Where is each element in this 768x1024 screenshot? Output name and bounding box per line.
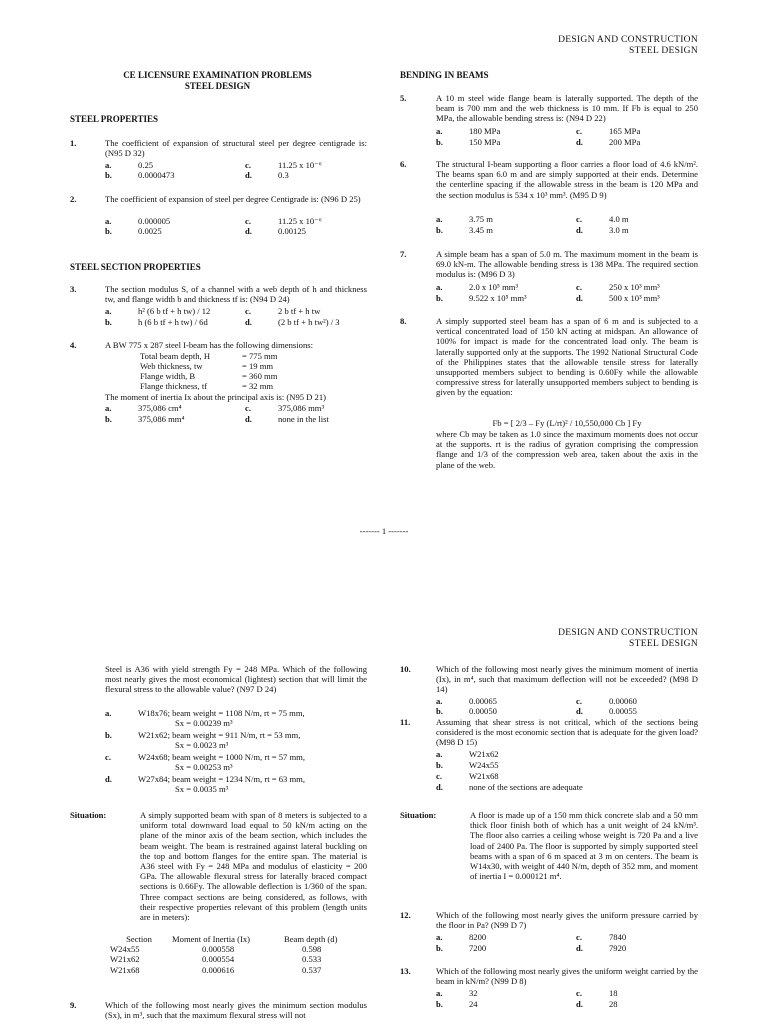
page-footer: ------- 1 ------- <box>359 526 409 536</box>
question-text: Which of the following most nearly gives the minimum section modulus (Sx), in m³, such that the maximum flexural stress will not <box>105 1000 367 1021</box>
question-number: 6. <box>400 159 407 169</box>
table-header-cell: Beam depth (d) <box>284 934 338 944</box>
header-line-1: DESIGN AND CONSTRUCTION <box>558 35 698 45</box>
question-number: 4. <box>70 340 77 350</box>
table-row <box>110 965 341 975</box>
table-header-cell: Moment of Inertia (Ix) <box>172 934 251 944</box>
question-text: Which of the following most nearly gives the minimum moment of inertia (Ix), in m⁴, such that maximum deflection will not be exceeded? (M98 D 14) <box>436 664 698 695</box>
question-text: The coefficient of expansion of steel per degree Centigrade is: (N96 D 25) <box>105 194 361 204</box>
table-cell: 0.000554 <box>202 954 235 965</box>
option-b-detail: Sx = 0.0023 m³ <box>175 740 229 750</box>
question-text: The structural I-beam supporting a floor carries a floor load of 4.6 kN/m². The beams span 6.0 m and are simply supported at their ends. Determine the centerline spacing if the allowable stress in the beam is 120 MPa and the section modulus is 534 x 10³ mm³. (M95 D 9) <box>436 159 698 200</box>
question-number: 10. <box>400 664 411 674</box>
section-heading-steel-properties: STEEL PROPERTIES <box>70 114 158 124</box>
question-number: 7. <box>400 249 407 259</box>
header-line-2: STEEL DESIGN <box>629 639 698 649</box>
question-text: Steel is A36 with yield strength Fy = 248 MPa. Which of the following most nearly gives the most economical (lightest) section that will limit the flexural stress to the allowable value? (N97 D 24) <box>105 664 367 695</box>
question-number: 5. <box>400 93 407 103</box>
table-header-row <box>110 934 341 944</box>
option-d-detail: Sx = 0.0035 m³ <box>175 784 229 794</box>
question-text: Which of the following most nearly gives the uniform weight carried by the beam in kN/m? (N99 D 8) <box>436 966 698 987</box>
question-text: Which of the following most nearly gives the uniform pressure carried by the floor in Pa? (N99 D 7) <box>436 910 698 931</box>
page-1: DESIGN AND CONSTRUCTION STEEL DESIGN CE LICENSURE EXAMINATION PROBLEMS STEEL DESIGN STEEL PROPERTIES 1. The coefficient of expansion of structural steel per degree centigrade is: (N95 D 32) a. 0.25 b. 0.0000473 c. 11.25 x 10⁻⁶ d. 0.3 2. The coefficient of expansion of steel per degree Centigrade is: (N96 D 25) a. 0.000005 b. 0.0025 c. 11.25 x 10⁻⁶ d. 0.00125 STEEL SECTION PROPERTIES 3. The section modulus S, of a channel with a web depth of h and thickness tw, and flange width b and thickness tf is: (N94 D 24) a. h² (6 b tf + h tw) / 12 b. h (6 b tf + h tw) / 6d c. 2 b tf + h tw d. (2 b tf + h tw²) / 3 4. A BW 775 x 287 steel I-beam has the following dimensions: Total beam depth, H = 775 mm Web thickness, tw = 19 mm Flange width, B = 360 mm Flange thickness, tf = 32 mm The moment of inertia Ix about the principal axis is: (N95 D 21) a. 375,086 cm⁴ b. 375,086 mm⁴ c. 375,086 mm³ d. none in the list BENDING IN BEAMS 5. A 10 m steel wide flange beam is laterally supported. The depth of the beam is 700 mm and the web thickness is 10 mm. If Fb is equal to 250 MPa, the allowable bending stress is: (N94 D 22) a. 180 MPa b. 150 MPa c. 165 MPa d. 200 MPa 6. The structural I-beam supporting a floor carries a floor load of 4.6 kN/m². The beams span 6.0 m and are simply supported at their ends. Determine the centerline spacing if the allowable stress in the beam is 120 MPa and the section modulus is 534 x 10³ mm³. (M95 D 9) a. 3.75 m b. 3.45 m c. 4.0 m d. 3.0 m 7. A simple beam has a span of 5.0 m. The maximum moment in the beam is 69.0 kN-m. The allowable bending stress is 138 MPa. The required section modulus is: (M96 D 3) a. 2.0 x 10⁵ mm³ b. 9.522 x 10⁵ mm³ c. 250 x 10³ mm³ d. 500 x 10³ mm³ 8. A simply supported steel beam has a span of 6 m and is subjected to a vertical concentrated load of 150 kN acting at midspan. An allowance of 100% for impact is made for the concentrated load only. The beam is laterally supported only at the supports. The 1992 National Structural Code of the Philippines states that the allowable tensile stress for laterally unsupported members subject to bending is 0.60Fy while the allowable compressive stress for laterally unsupported members subject to bending is given by the equation: Fb = [ 2/3 – Fy (L/rt)² / 10,550,000 Cb ] Fy where Cb may be taken as 1.0 since the maximum moments does not occur at the supports. rt is the radius of gyration comprising the compression flange and 1/3 of the compression web area, taken about the axis in the plane of the web. ------- 1 ------- <box>0 0 768 512</box>
question-text: Assuming that shear stress is not critical, which of the sections being considered is the most economic section that is adequate for the given load? (M98 D 15) <box>436 717 698 748</box>
header-line-1: DESIGN AND CONSTRUCTION <box>558 628 698 638</box>
table-cell: W24x55 <box>110 944 140 955</box>
situation-label: Situation: <box>400 810 437 820</box>
question-number: 1. <box>70 138 77 148</box>
table-cell: 0.533 <box>302 954 322 965</box>
question-text: A BW 775 x 287 steel I-beam has the following dimensions: <box>105 340 313 350</box>
bending-formula: Fb = [ 2/3 – Fy (L/rt)² / 10,550,000 Cb ] Fy <box>492 418 642 428</box>
situation-text: A floor is made up of a 150 mm thick concrete slab and a 50 mm thick floor finish both of which has a unit weight of 24 kN/m³. The floor also carries a ceiling whose weight is 720 Pa and a live load of 2400 Pa. The floor is supported by simply supported steel beams with a span of 6 m spaced at 3 m on centers. The beam is W14x30, with weight of 440 N/m, depth of 352 mm, and moment of inertia I = 0.000121 m⁴. <box>470 810 698 882</box>
question-number: 13. <box>400 966 411 976</box>
header-line-2: STEEL DESIGN <box>629 46 698 56</box>
question-number: 9. <box>70 1000 77 1010</box>
page-2: DESIGN AND CONSTRUCTION STEEL DESIGN Steel is A36 with yield strength Fy = 248 MPa. Which of the following most nearly gives the most economical (lightest) section that will limit the flexural stress to the allowable value? (N97 D 24) a. W18x76; beam weight = 1108 N/m, rt = 75 mm, Sx = 0.00239 m³ b. W21x62; beam weight = 911 N/m, rt = 53 mm, Sx = 0.0023 m³ c. W24x68; beam weight = 1000 N/m, rt = 57 mm, Sx = 0.00253 m³ d. W27x84; beam weight = 1234 N/m, rt = 63 mm, Sx = 0.0035 m³ Situation: A simply supported beam with span of 8 meters is subjected to a uniform total downward load equal to 50 kN/m acting on the plane of the minor axis of the beam section, which includes the beam weight. The beam is restrained against lateral buckling on the top and bottom flanges for the entire span. The material is A36 steel with Fy = 248 MPa and modulus of elasticity = 200 GPa. The allowable flexural stress for laterally braced compact sections is 0.66Fy. The allowable deflection is 1/360 of the span. Three compact sections are being considered, as follows, with their respective properties relevant of this problem (length units are in meters): Section Moment of Inertia (Ix) Beam depth (d) W24x55 0.000558 0.598 W21x62 0.000554 0.533 W21x68 0.000616 0.537 9. Which of the following most nearly gives the minimum section modulus (Sx), in m³, such that the maximum flexural stress will not 10. Which of the following most nearly gives the minimum moment of inertia (Ix), in m⁴, such that maximum deflection will not be exceeded? (M98 D 14) a. 0.00065 b. 0.00050 c. 0.00060 d. 0.00055 11. Assuming that shear stress is not critical, which of the sections being considered is the most economic section that is adequate for the given load? (M98 D 15) a. W21x62 b. W24x55 c. W21x68 d. none of the sections are adequate Situation: A floor is made up of a 150 mm thick concrete slab and a 50 mm thick floor finish both of which has a unit weight of 24 kN/m³. The floor also carries a ceiling whose weight is 720 Pa and a live load of 2400 Pa. The floor is supported by simply supported steel beams with a span of 6 m spaced at 3 m on centers. The beam is W14x30, with weight of 440 N/m, depth of 352 mm, and moment of inertia I = 0.000121 m⁴. 12. Which of the following most nearly gives the uniform pressure carried by the floor in Pa? (N99 D 7) a. 8200 b. 7200 c. 7840 d. 7920 13. Which of the following most nearly gives the uniform weight carried by the beam in kN/m? (N99 D 8) a. 32 b. 24 c. 18 d. 28 <box>0 580 768 1024</box>
question-number: 12. <box>400 910 411 920</box>
table-row <box>110 954 341 964</box>
page-header <box>558 35 698 57</box>
question-text-2: The moment of inertia Ix about the principal axis is: (N95 D 21) <box>105 392 326 402</box>
dimension-row: Total beam depth, H = 775 mm <box>140 351 278 361</box>
dimension-row: Web thickness, tw = 19 mm <box>140 361 274 371</box>
section-properties-table <box>110 934 341 975</box>
question-text: A 10 m steel wide flange beam is laterally supported. The depth of the beam is 700 mm and the web thickness is 10 mm. If Fb is equal to 250 MPa, the allowable bending stress is: (N94 D 22) <box>436 93 698 124</box>
table-cell: 0.000616 <box>202 964 235 975</box>
table-row <box>110 944 341 954</box>
question-number: 3. <box>70 284 77 294</box>
table-cell: 0.537 <box>302 964 322 975</box>
title-line-1: CE LICENSURE EXAMINATION PROBLEMS <box>123 70 312 80</box>
situation-text: A simply supported beam with span of 8 meters is subjected to a uniform total downward load equal to 50 kN/m acting on the plane of the minor axis of the beam section, which includes the beam weight. The beam is restrained against lateral buckling on the top and bottom flanges for the entire span. The material is A36 steel with Fy = 248 MPa and modulus of elasticity = 200 GPa. The allowable flexural stress for laterally braced compact sections is 0.66Fy. The allowable deflection is 1/360 of the span. Three compact sections are being considered, as follows, with their respective properties relevant of this problem (length units are in meters): <box>140 810 367 923</box>
question-text: The section modulus S, of a channel with a web depth of h and thickness tw, and flange width b and thickness tf is: (N94 D 24) <box>105 284 367 305</box>
table-cell: 0.000558 <box>202 944 235 955</box>
question-text: The coefficient of expansion of structural steel per degree centigrade is: (N95 D 32) <box>105 138 367 159</box>
question-text-2: where Cb may be taken as 1.0 since the maximum moments does not occur at the supports. rt is the radius of gyration comprising the compression flange and 1/3 of the compression web area, taken about the axis in the plane of the web. <box>436 429 698 470</box>
question-number: 11. <box>400 717 411 727</box>
question-number: 2. <box>70 194 77 204</box>
section-heading-section-properties: STEEL SECTION PROPERTIES <box>70 262 201 272</box>
page-header <box>558 628 698 650</box>
table-cell: 0.598 <box>302 944 322 955</box>
situation-label: Situation: <box>70 810 107 820</box>
document-title <box>100 70 335 92</box>
table-cell: W21x62 <box>110 954 140 965</box>
table-cell: W21x68 <box>110 964 140 975</box>
dimension-row: Flange width, B = 360 mm <box>140 371 278 381</box>
question-number: 8. <box>400 316 407 326</box>
question-text: A simple beam has a span of 5.0 m. The maximum moment in the beam is 69.0 kN-m. The allowable bending stress is 138 MPa. The required section modulus is: (M96 D 3) <box>436 249 698 280</box>
option-a-detail: Sx = 0.00239 m³ <box>175 718 233 728</box>
question-text: A simply supported steel beam has a span of 6 m and is subjected to a vertical concentrated load of 150 kN acting at midspan. An allowance of 100% for impact is made for the concentrated load only. The beam is laterally supported only at the supports. The 1992 National Structural Code of the Philippines states that the allowable tensile stress for laterally unsupported members subject to bending is 0.60Fy while the allowable compressive stress for laterally unsupported members subject to bending is given by the equation: <box>436 316 698 398</box>
option-c-detail: Sx = 0.00253 m³ <box>175 762 233 772</box>
title-line-2: STEEL DESIGN <box>184 81 251 91</box>
dimension-row: Flange thickness, tf = 32 mm <box>140 381 274 391</box>
section-heading-bending: BENDING IN BEAMS <box>400 70 489 80</box>
table-header-cell: Section <box>126 934 152 944</box>
